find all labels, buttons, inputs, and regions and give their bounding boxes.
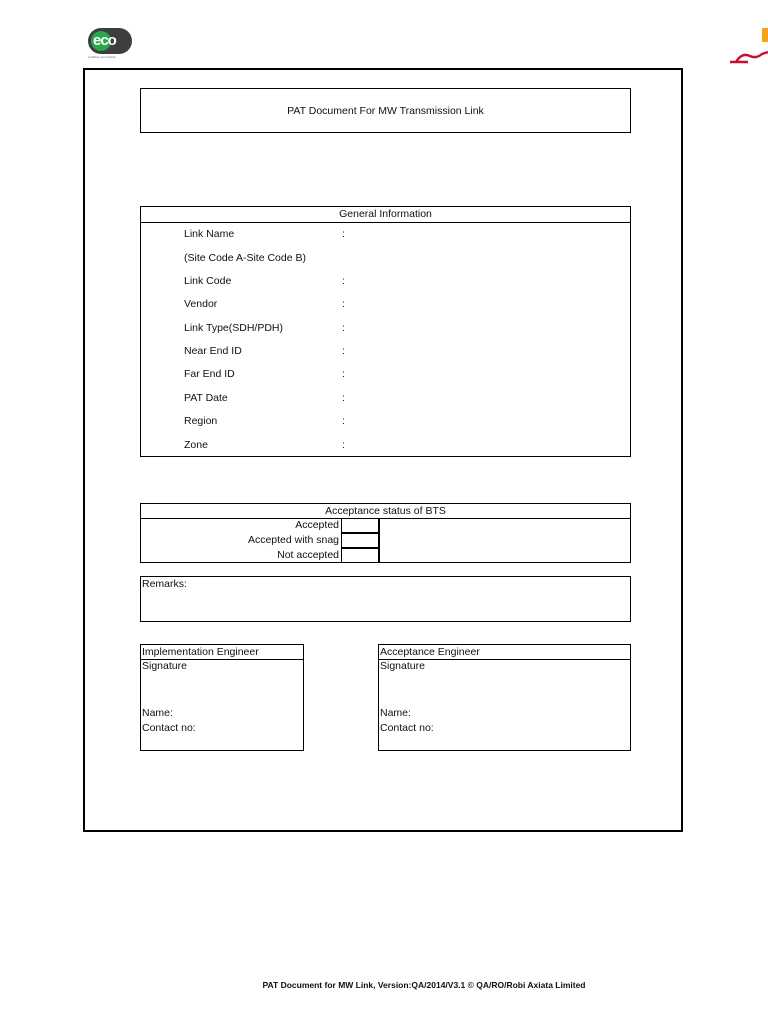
- page-footer: PAT Document for MW Link, Version:QA/2014/V3.1 © QA/RO/Robi Axiata Limited: [262, 980, 586, 990]
- gi-colon: :: [342, 275, 345, 287]
- implementation-engineer-title: Implementation Engineer: [141, 645, 303, 660]
- remarks-label: Remarks:: [142, 578, 187, 590]
- implementation-signature-label: Signature: [142, 660, 187, 672]
- eco-logo-text: eco: [93, 32, 116, 49]
- gi-label: Region: [184, 415, 218, 427]
- gi-label: Link Name: [184, 228, 235, 240]
- document-title: PAT Document For MW Transmission Link: [287, 104, 484, 117]
- acceptance-signature-label: Signature: [380, 660, 425, 672]
- gi-label: Link Type(SDH/PDH): [184, 322, 284, 334]
- implementation-contact-label: Contact no:: [142, 722, 196, 734]
- not-accepted-checkbox[interactable]: [341, 548, 379, 563]
- robi-logo: [728, 26, 768, 70]
- remarks-field[interactable]: [140, 576, 631, 622]
- eco-logo-tagline: enabling connectivity: [88, 55, 116, 59]
- gi-colon: :: [342, 298, 345, 310]
- gi-label: Zone: [184, 439, 208, 451]
- acceptance-divider: [379, 518, 380, 563]
- document-title-box: [140, 88, 631, 133]
- gi-colon: :: [342, 322, 345, 334]
- acceptance-option-accepted: Accepted: [295, 519, 339, 531]
- accepted-checkbox[interactable]: [341, 518, 379, 533]
- gi-colon: :: [342, 392, 345, 404]
- gi-label: (Site Code A-Site Code B): [184, 252, 306, 264]
- gi-colon: :: [342, 415, 345, 427]
- implementation-engineer-box: [140, 644, 304, 751]
- gi-colon: :: [342, 368, 345, 380]
- acceptance-engineer-title: Acceptance Engineer: [379, 645, 630, 660]
- gi-colon: :: [342, 345, 345, 357]
- acceptance-status-section: [140, 503, 631, 563]
- acceptance-option-accepted-with-snag: Accepted with snag: [247, 534, 339, 546]
- gi-label: Near End ID: [184, 345, 242, 357]
- general-info-section: [140, 206, 631, 457]
- acceptance-option-not-accepted: Not accepted: [277, 549, 339, 561]
- gi-label: Far End ID: [184, 368, 235, 380]
- general-info-header: General Information: [141, 207, 630, 223]
- eco-logo: [88, 28, 134, 60]
- acceptance-status-header: Acceptance status of BTS: [141, 504, 630, 519]
- acceptance-engineer-box: [378, 644, 631, 751]
- accepted-with-snag-checkbox[interactable]: [341, 533, 379, 548]
- gi-colon: :: [342, 228, 345, 240]
- implementation-name-label: Name:: [142, 707, 173, 719]
- acceptance-name-label: Name:: [380, 707, 411, 719]
- acceptance-contact-label: Contact no:: [380, 722, 434, 734]
- gi-colon: :: [342, 439, 345, 451]
- gi-label: PAT Date: [184, 392, 228, 404]
- gi-label: Vendor: [184, 298, 218, 310]
- gi-label: Link Code: [184, 275, 232, 287]
